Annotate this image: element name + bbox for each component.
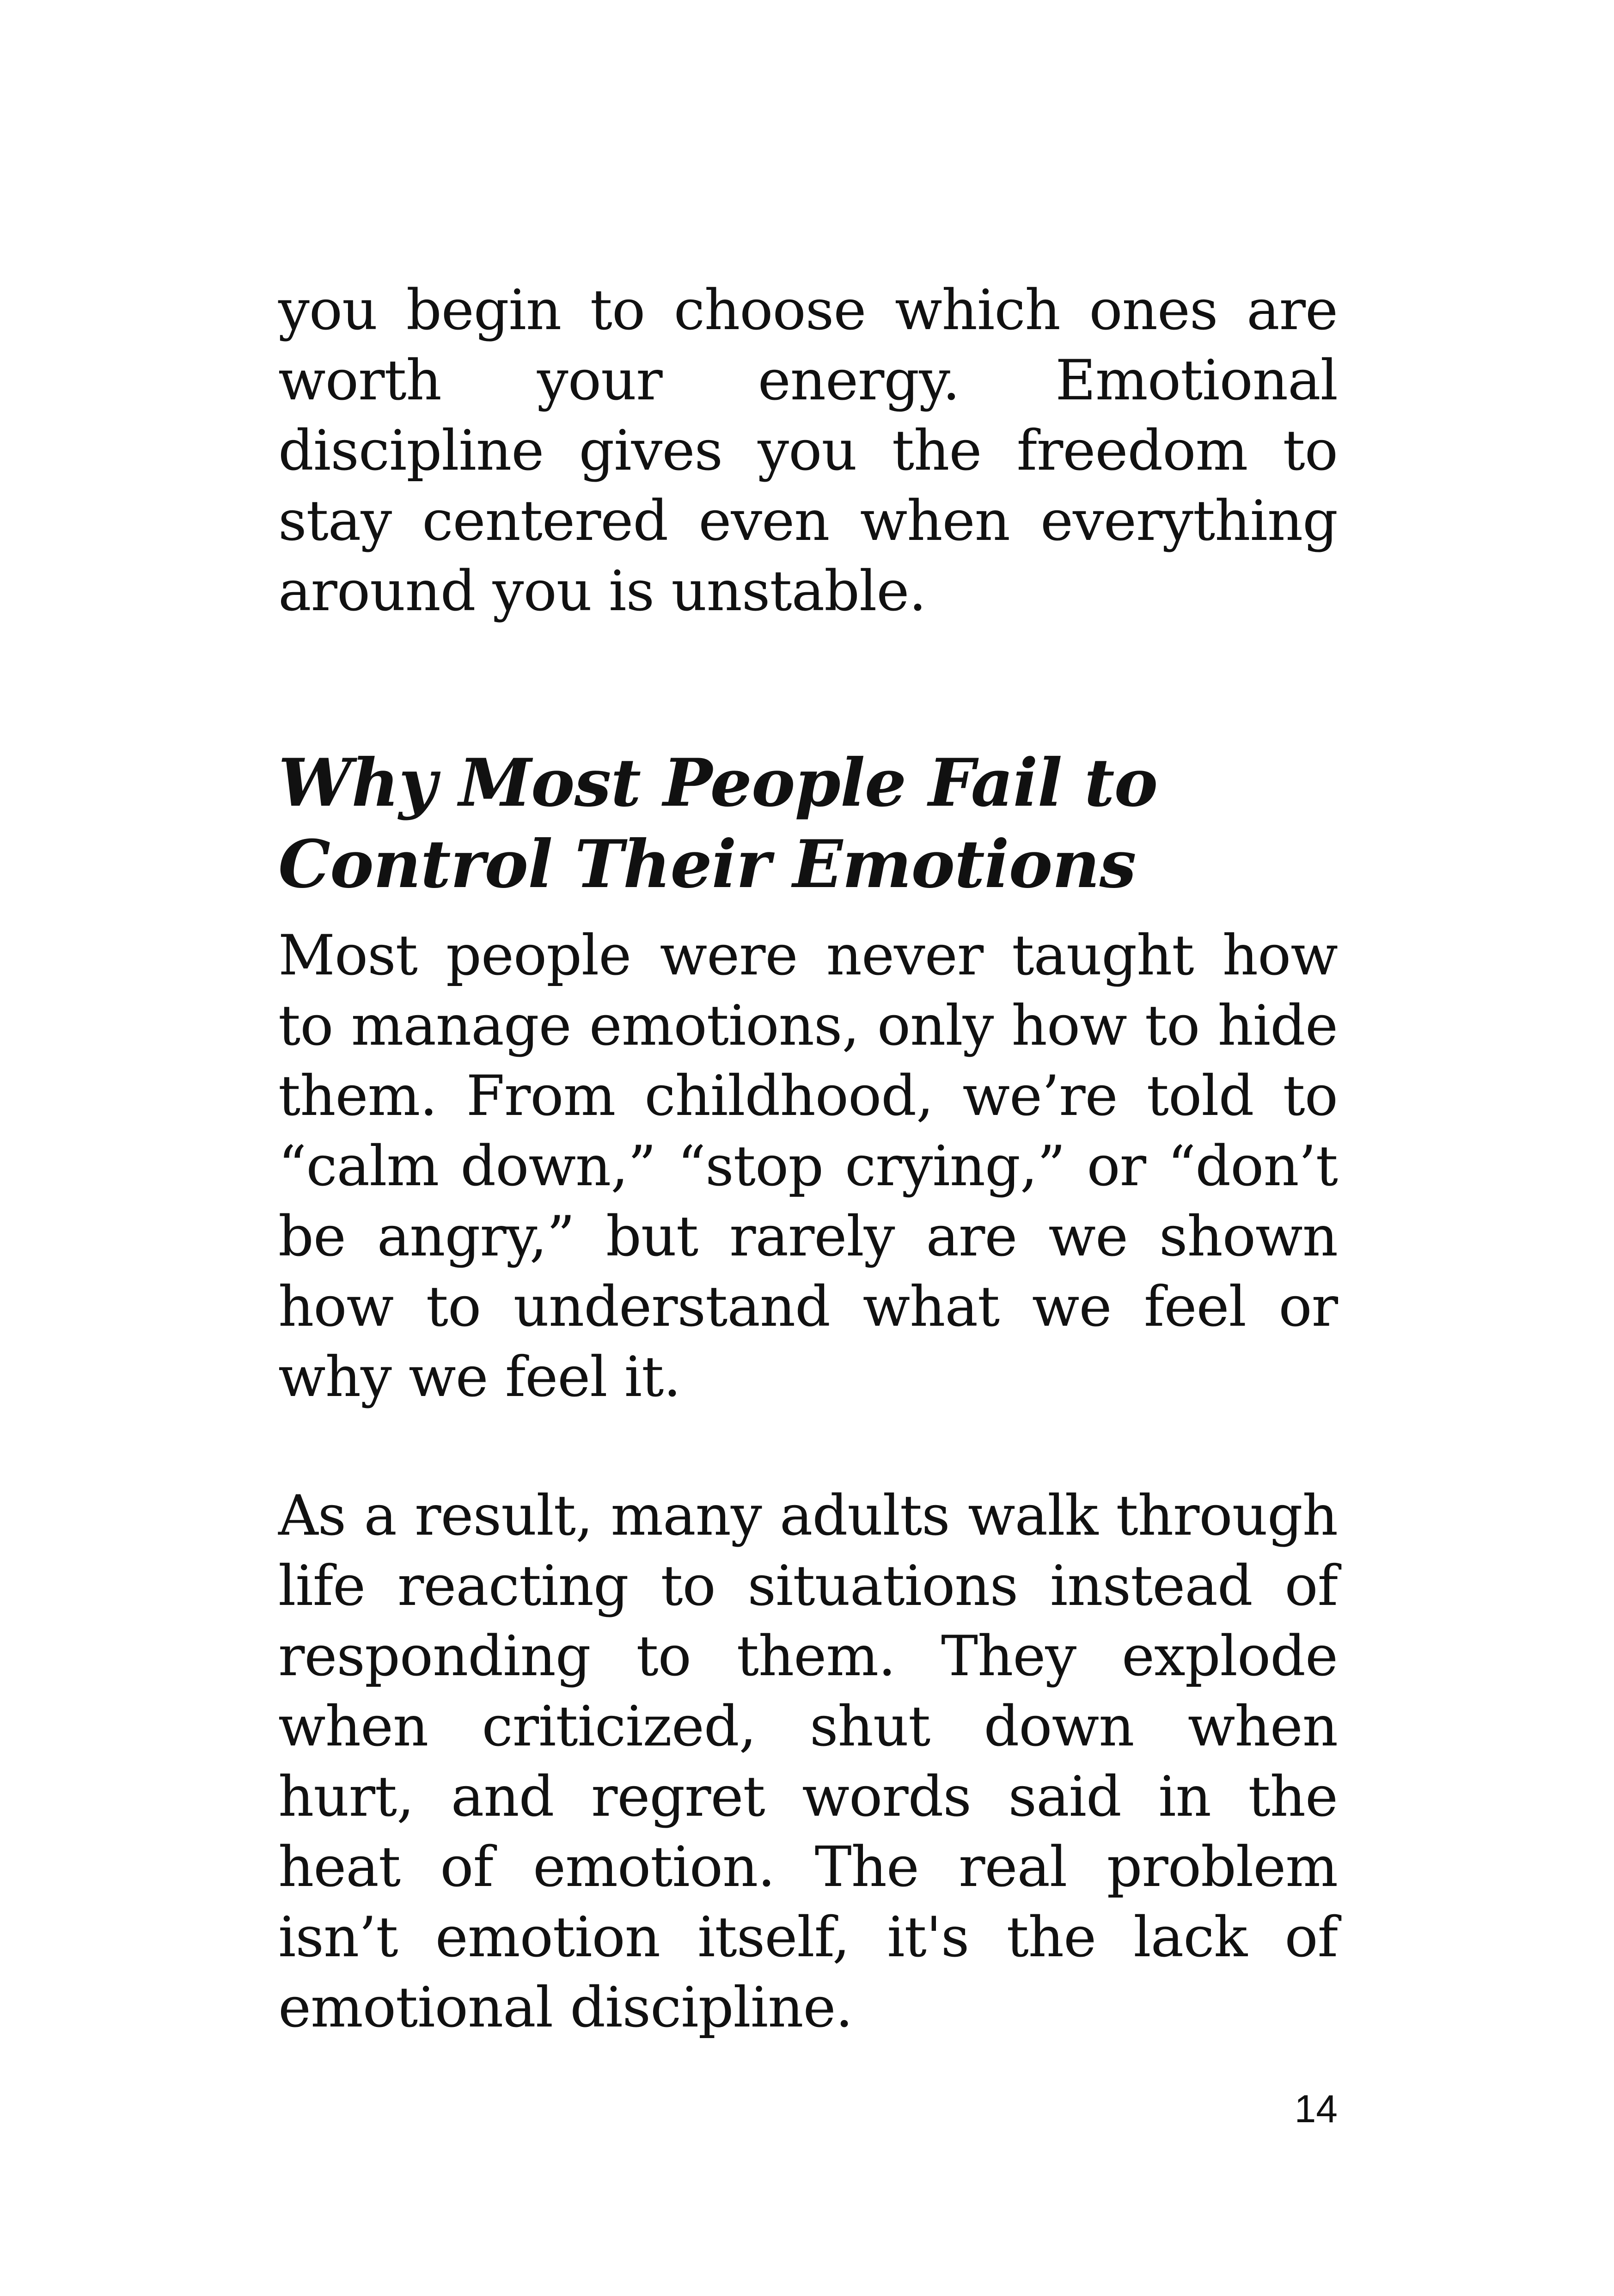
page-number: 14 [1294, 2087, 1338, 2131]
section-heading: Why Most People Fail to Control Their Emotions [278, 745, 1158, 903]
intro-paragraph: you begin to choose which ones are worth your energy. Emotional discipline gives you the freedom to stay centered even when everything around you is unstable. [278, 278, 1338, 624]
body-paragraph-2: As a result, many adults walk through life reacting to situations instead of responding to them. They explode when criticized, shut down when hurt, and regret words said in the heat of emotion. The real problem isn’t emotion itself, it's the lack of emotional discipline. [278, 1484, 1338, 2040]
body-paragraph-1: Most people were never taught how to manage emotions, only how to hide them. From childhood, we’re told to “calm down,” “stop crying,” or “don’t be angry,” but rarely are we shown how to understand what we feel or why we feel it. [278, 924, 1338, 1409]
page-content [278, 276, 1338, 2043]
